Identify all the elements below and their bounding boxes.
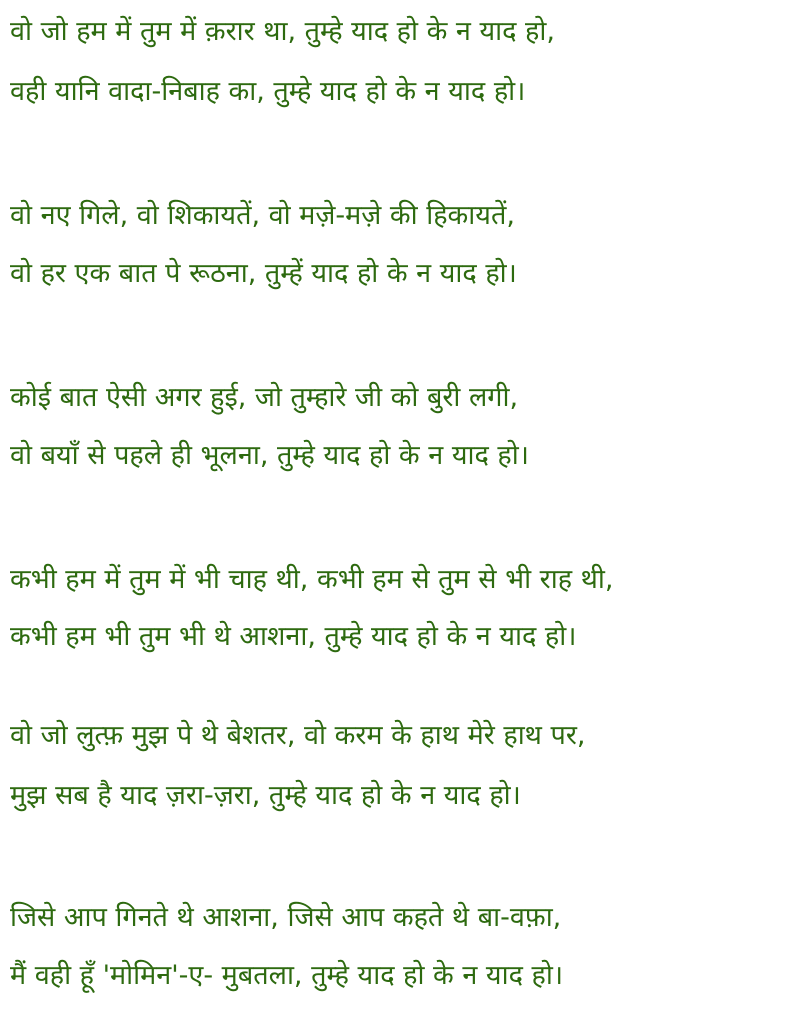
stanza-5-line-2: मुझ सब है याद ज़रा-ज़रा, तुम्हे याद हो के न याद हो। — [10, 780, 521, 811]
stanza-6-line-2: मैं वही हूँ 'मोमिन'-ए- मुबतला, तुम्हे याद हो के न याद हो। — [10, 960, 564, 991]
stanza-3-line-1: कोई बात ऐसी अगर हुई, जो तुम्हारे जी को बुरी लगी, — [10, 382, 519, 413]
stanza-1-line-1: वो जो हम में तुम में क़रार था, तुम्हे याद हो के न याद हो, — [10, 16, 555, 47]
stanza-3-line-2: वो बयाँ से पहले ही भूलना, तुम्हे याद हो के न याद हो। — [10, 440, 529, 471]
stanza-2-line-1: वो नए गिले, वो शिकायतें, वो मज़े-मज़े की हिकायतें, — [10, 200, 515, 231]
stanza-2-line-2: वो हर एक बात पे रूठना, तुम्हें याद हो के न याद हो। — [10, 258, 517, 289]
stanza-4-line-1: कभी हम में तुम में भी चाह थी, कभी हम से तुम से भी राह थी, — [10, 564, 614, 595]
stanza-4-line-2: कभी हम भी तुम भी थे आशना, तुम्हे याद हो के न याद हो। — [10, 621, 577, 652]
stanza-1-line-2: वही यानि वादा-निबाह का, तुम्हे याद हो के न याद हो। — [10, 76, 526, 107]
stanza-5-line-1: वो जो लुत्फ़ मुझ पे थे बेशतर, वो करम के हाथ मेरे हाथ पर, — [10, 720, 586, 751]
stanza-6-line-1: जिसे आप गिनते थे आशना, जिसे आप कहते थे बा-वफ़ा, — [10, 902, 562, 933]
